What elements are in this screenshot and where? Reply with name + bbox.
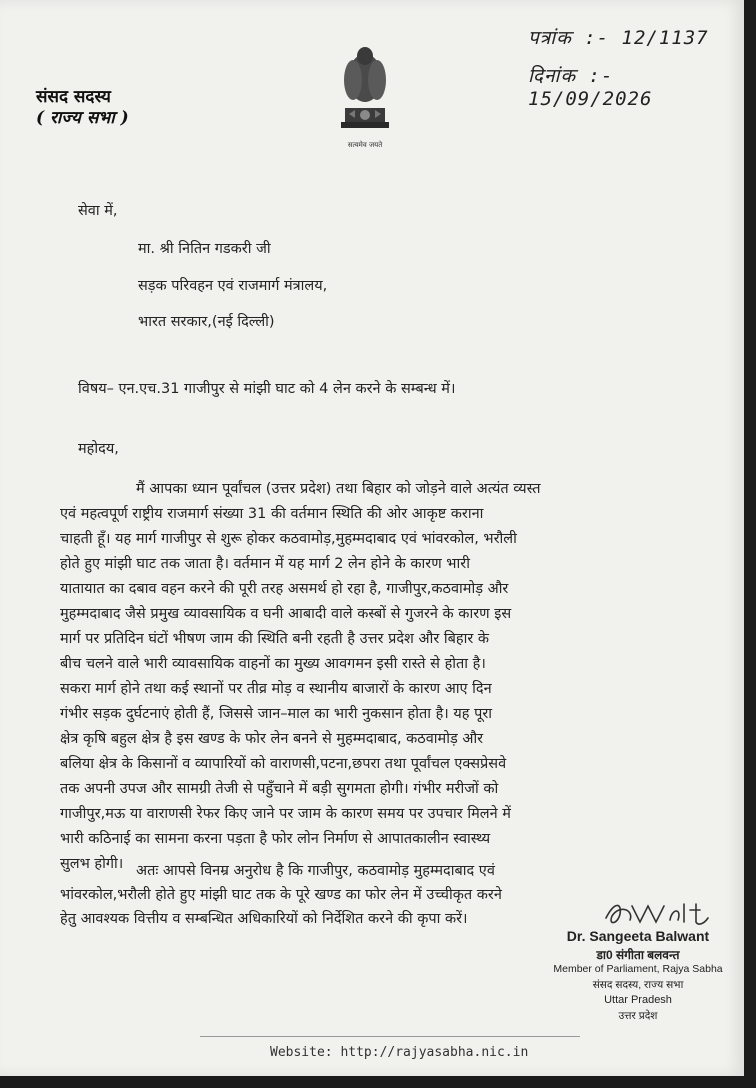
addressee-name: मा. श्री नितिन गडकरी जी	[138, 241, 271, 257]
body-line: मार्ग पर प्रतिदिन घंटों भीषण जाम की स्थिति बनी रहती है उत्तर प्रदेश और बिहार के	[60, 631, 490, 647]
letterhead-title: संसद सदस्य	[36, 87, 111, 107]
body-line: बलिया क्षेत्र के किसानों व व्यापारियों को वाराणसी,पटना,छपरा तथा पूर्वांचल एक्सप्रेसवे	[60, 756, 507, 772]
addressee-ministry: सड़क परिवहन एवं राजमार्ग मंत्रालय,	[138, 278, 328, 294]
emblem-caption: सत्यमेव जयते	[347, 141, 383, 149]
footer-divider	[200, 1036, 580, 1037]
body-line: मैं आपका ध्यान पूर्वांचल (उत्तर प्रदेश) तथा बिहार को जोड़ने वाले अत्यंत व्यस्त	[136, 481, 541, 497]
body-line: क्षेत्र कृषि बहुल क्षेत्र है इस खण्ड के फोर लेन बनने से मुहम्मदाबाद, कठवामोड़ और	[60, 731, 484, 747]
body-line: सकरा मार्ग होने तथा कई स्थानों पर तीव्र मोड़ व स्थानीय बाजारों के कारण आए दिन	[60, 681, 492, 697]
body-line: भारी कठिनाई का सामना करना पड़ता है फोर लोन निर्माण से आपातकालीन स्वास्थ्य	[60, 831, 491, 847]
request-line: अतः आपसे विनम्र अनुरोध है कि गाजीपुर, कठवामोड़ मुहम्मदाबाद एवं	[136, 863, 495, 879]
letter-date: दिनांक :- 15/09/2026	[528, 65, 653, 110]
body-line: मुहम्मदाबाद जैसे प्रमुख व्यावसायिक व घनी आबादी वाले कस्बों से गुजरने के कारण इस	[60, 606, 512, 622]
letterhead-subtitle: ( राज्य सभा )	[36, 108, 129, 128]
reference-number: पत्रांक :- 12/1137	[528, 27, 709, 49]
greeting: महोदय,	[78, 441, 119, 457]
request-line: भांवरकोल,भरौली होते हुए मांझी घाट तक के पूरे खण्ड का फोर लेन में उच्चीकृत करने	[60, 887, 502, 903]
footer-website: Website: http://rajyasabha.nic.in	[270, 1045, 529, 1060]
lion-capital-icon	[335, 40, 395, 135]
body-line: तक अपनी उपज और सामग्री तेजी से पहुँचाने में बड़ी सुगमता होगी। गंभीर मरीजों को	[60, 781, 499, 797]
signatory-name-en: Dr. Sangeeta Balwant	[566, 928, 710, 944]
national-emblem	[335, 40, 395, 150]
request-line: हेतु आवश्यक वित्तीय व सम्बन्धित अधिकारियों को निर्देशित करने की कृपा करें।	[60, 911, 468, 927]
signatory-designation-hi: संसद सदस्य, राज्य सभा	[592, 979, 684, 991]
body-line: गंभीर सड़क दुर्घटनाएं होती हैं, जिससे जान–माल का भारी नुकसान होता है। यह पूरा	[60, 706, 493, 722]
signatory-state-en: Uttar Pradesh	[604, 994, 672, 1006]
handwritten-signature	[600, 896, 720, 932]
salutation-to: सेवा में,	[78, 203, 118, 219]
body-line: एवं महत्वपूर्ण राष्ट्रीय राजमार्ग संख्या 31 की वर्तमान स्थिति की ओर आकृष्ट कराना	[60, 506, 484, 522]
addressee-government: भारत सरकार,(नई दिल्ली)	[138, 314, 275, 330]
signatory-state-hi: उत्तर प्रदेश	[618, 1010, 658, 1022]
body-line: चाहती हूँ। यह मार्ग गाजीपुर से शुरू होकर कठवामोड़,मुहम्मदाबाद एवं भांवरकोल, भरौली	[60, 531, 517, 547]
body-line: बीच चलने वाले भारी व्यावसायिक वाहनों का मुख्य आवगमन इसी रास्ते से होता है।	[60, 656, 486, 672]
body-line: सुलभ होगी।	[60, 856, 124, 872]
body-line: गाजीपुर,मऊ या वाराणसी रेफर किए जाने पर जाम के कारण समय पर उपचार मिलने में	[60, 806, 511, 822]
signatory-name-hi: डा0 संगीता बलवन्त	[596, 948, 680, 962]
body-line: होते हुए मांझी घाट तक जाता है। वर्तमान में यह मार्ग 2 लेन होने के कारण भारी	[60, 556, 470, 572]
body-line: यातायात का दबाव वहन करने की पूरी तरह असमर्थ हो रहा है, गाजीपुर,कठवामोड़ और	[60, 581, 509, 597]
subject-line: विषय– एन.एच.31 गाजीपुर से मांझी घाट को 4 लेन करने के सम्बन्ध में।	[78, 381, 456, 397]
signatory-designation-en: Member of Parliament, Rajya Sabha	[553, 963, 723, 975]
